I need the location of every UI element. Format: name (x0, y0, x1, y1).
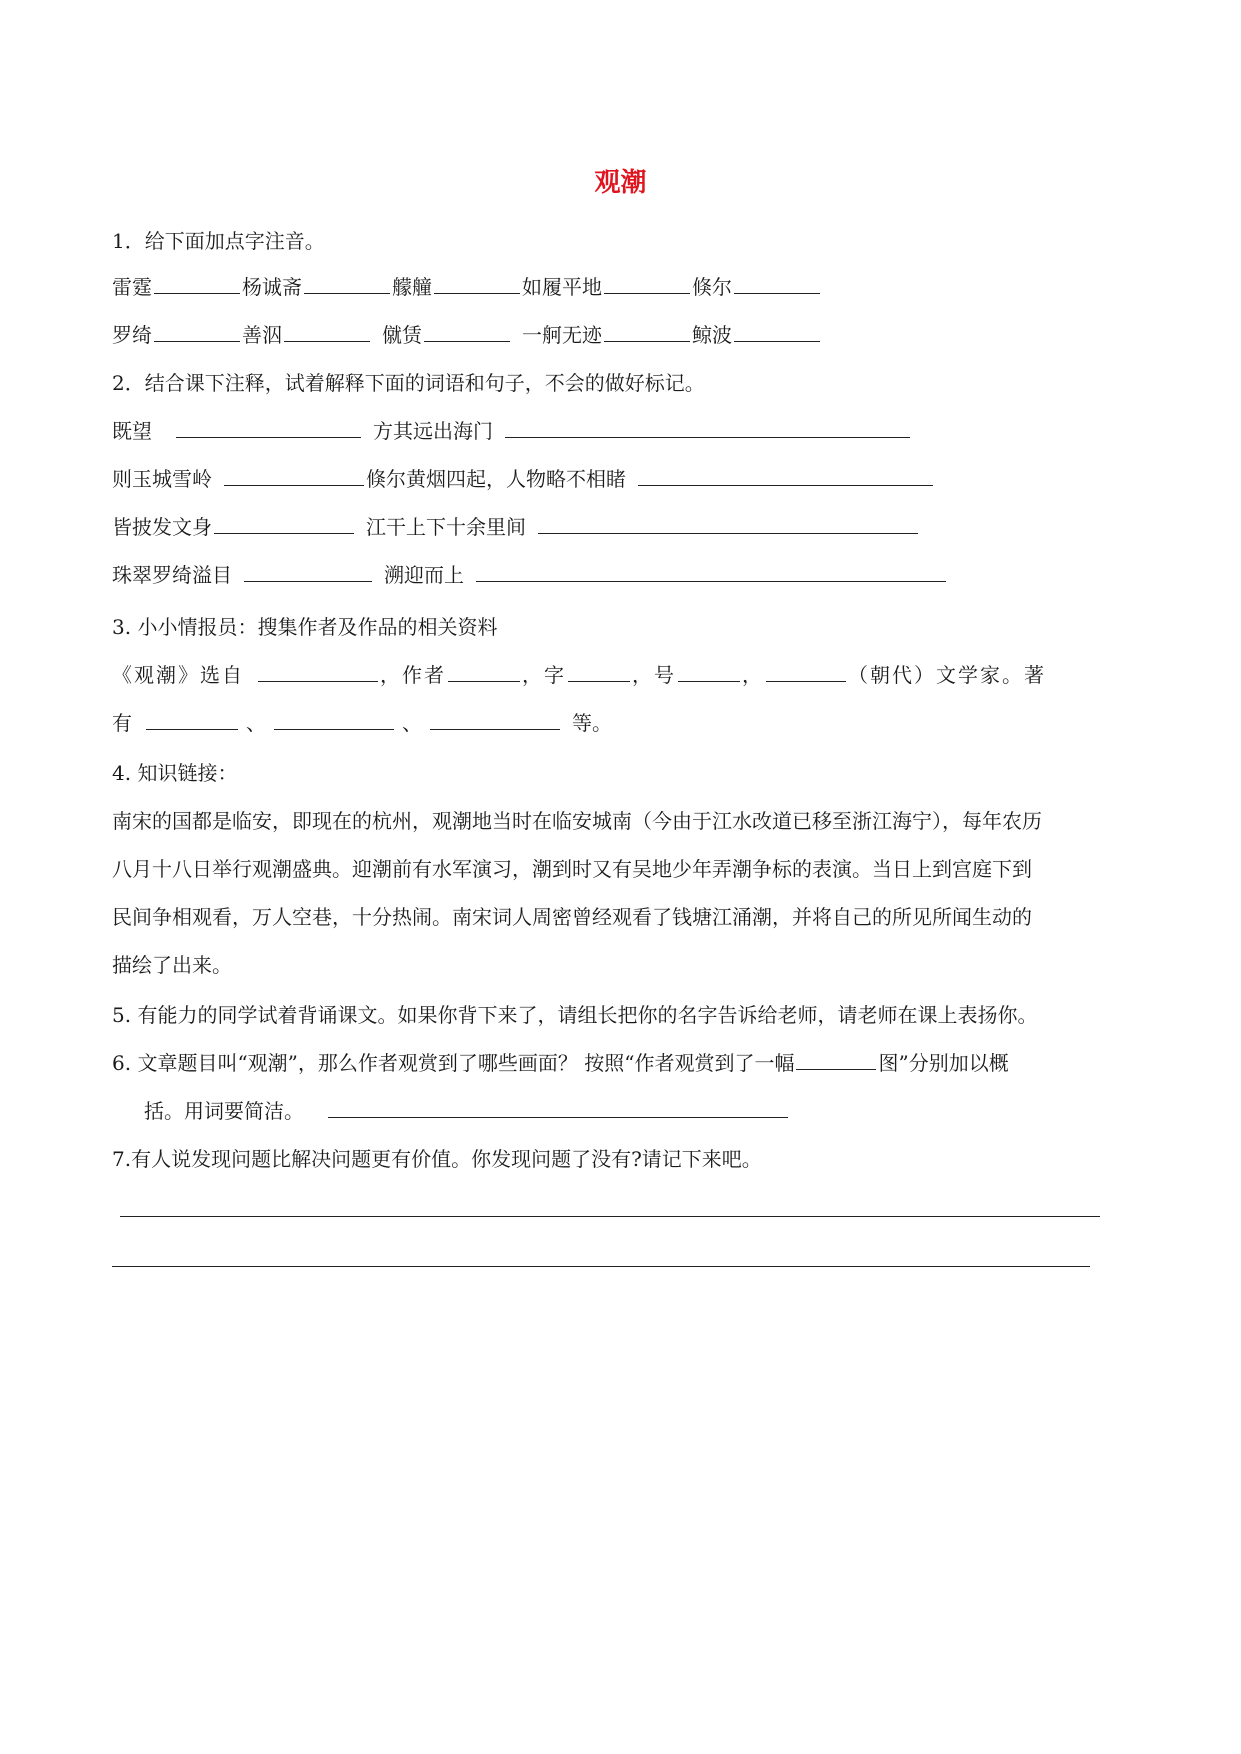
question-2-row-2 (112, 464, 935, 494)
pen-name-blank[interactable] (678, 660, 740, 682)
answer-blank[interactable] (734, 272, 820, 294)
answer-blank[interactable] (538, 512, 918, 534)
q3-text: ， (742, 663, 764, 687)
q3-text: 有 (112, 711, 132, 735)
work-blank[interactable] (430, 708, 560, 730)
work-blank[interactable] (146, 708, 238, 730)
q6-text: 括。用词要简洁。 (144, 1099, 304, 1123)
q6-text: 6. 文章题目叫“观潮”，那么作者观赏到了哪些画面？ 按照“作者观赏到了一幅 (112, 1051, 795, 1075)
q3-text: ，号 (632, 663, 676, 687)
term: 既望 (112, 419, 152, 443)
answer-blank[interactable] (604, 272, 690, 294)
answer-blank[interactable] (284, 320, 370, 342)
q3-text: 《观潮》选自 (112, 663, 244, 687)
term: 倏尔 (692, 275, 732, 299)
answer-blank[interactable] (424, 320, 510, 342)
term: 如履平地 (522, 275, 602, 299)
answer-blank[interactable] (154, 320, 240, 342)
document-title: 观潮 (594, 168, 647, 198)
knowledge-paragraph-line: 描绘了出来。 (112, 953, 232, 977)
sentence: 江干上下十余里间 (366, 515, 526, 539)
answer-blank[interactable] (214, 512, 354, 534)
answer-blank[interactable] (154, 272, 240, 294)
knowledge-paragraph-line: 民间争相观看，万人空巷，十分热闹。南宋词人周密曾经观看了钱塘江涌潮，并将自己的所见所闻生动的 (112, 905, 1032, 929)
question-2-row-1 (112, 416, 912, 446)
answer-blank[interactable] (176, 416, 361, 438)
answer-blank[interactable] (224, 464, 364, 486)
q3-text: （朝代）文学家。著 (848, 663, 1046, 687)
dynasty-blank[interactable] (766, 660, 846, 682)
q3-text: 、 (246, 711, 266, 735)
sentence: 溯迎而上 (384, 563, 464, 587)
term: 僦赁 (382, 323, 422, 347)
q6-text: 图”分别加以概 (878, 1051, 1009, 1075)
q3-text: ，作者 (380, 663, 446, 687)
knowledge-paragraph-line: 八月十八日举行观潮盛典。迎潮前有水军演习，潮到时又有吴地少年弄潮争标的表演。当日上到宫庭下到 (112, 857, 1032, 881)
question-6-line-2 (144, 1096, 790, 1126)
sentence: 倏尔黄烟四起，人物略不相睹 (366, 467, 626, 491)
question-3-line-2 (112, 708, 612, 738)
question-1-row-2 (112, 320, 822, 350)
question-6-line-1 (112, 1048, 1009, 1078)
source-blank[interactable] (258, 660, 378, 682)
question-1-row-1 (112, 272, 822, 302)
question-2-row-3 (112, 512, 920, 542)
answer-line[interactable] (120, 1216, 1100, 1217)
q3-text: 等。 (572, 711, 612, 735)
answer-blank[interactable] (304, 272, 390, 294)
term: 杨诚斋 (242, 275, 302, 299)
courtesy-name-blank[interactable] (568, 660, 630, 682)
question-3-prompt: 3. 小小情报员：搜集作者及作品的相关资料 (112, 615, 498, 639)
answer-blank[interactable] (328, 1096, 788, 1118)
answer-blank[interactable] (734, 320, 820, 342)
answer-blank[interactable] (244, 560, 372, 582)
term: 鲸波 (692, 323, 732, 347)
term: 罗绮 (112, 323, 152, 347)
question-3-line-1 (112, 660, 1046, 690)
answer-blank[interactable] (638, 464, 933, 486)
question-4-prompt: 4. 知识链接： (112, 761, 238, 785)
question-2-row-4 (112, 560, 948, 590)
answer-blank[interactable] (434, 272, 520, 294)
question-7: 7.有人说发现问题比解决问题更有价值。你发现问题了没有?请记下来吧。 (112, 1147, 762, 1171)
q3-text: ，字 (522, 663, 566, 687)
work-blank[interactable] (274, 708, 394, 730)
author-blank[interactable] (448, 660, 520, 682)
answer-blank[interactable] (505, 416, 910, 438)
answer-blank[interactable] (604, 320, 690, 342)
term: 善泅 (242, 323, 282, 347)
question-5: 5. 有能力的同学试着背诵课文。如果你背下来了，请组长把你的名字告诉给老师，请老师在课上表扬你。 (112, 1003, 1038, 1027)
term: 雷霆 (112, 275, 152, 299)
question-2-prompt: 2．结合课下注释，试着解释下面的词语和句子，不会的做好标记。 (112, 371, 705, 395)
answer-blank[interactable] (476, 560, 946, 582)
term: 珠翠罗绮溢目 (112, 563, 232, 587)
term: 则玉城雪岭 (112, 467, 212, 491)
question-1-prompt: 1．给下面加点字注音。 (112, 229, 325, 253)
q3-text: 、 (402, 711, 422, 735)
term: 一舸无迹 (522, 323, 602, 347)
term: 艨艟 (392, 275, 432, 299)
term: 皆披发文身 (112, 515, 212, 539)
sentence: 方其远出海门 (373, 419, 493, 443)
answer-line[interactable] (112, 1266, 1090, 1267)
scene-blank[interactable] (796, 1048, 876, 1070)
knowledge-paragraph-line: 南宋的国都是临安，即现在的杭州，观潮地当时在临安城南（今由于江水改道已移至浙江海宁），每年农历 (112, 809, 1042, 833)
